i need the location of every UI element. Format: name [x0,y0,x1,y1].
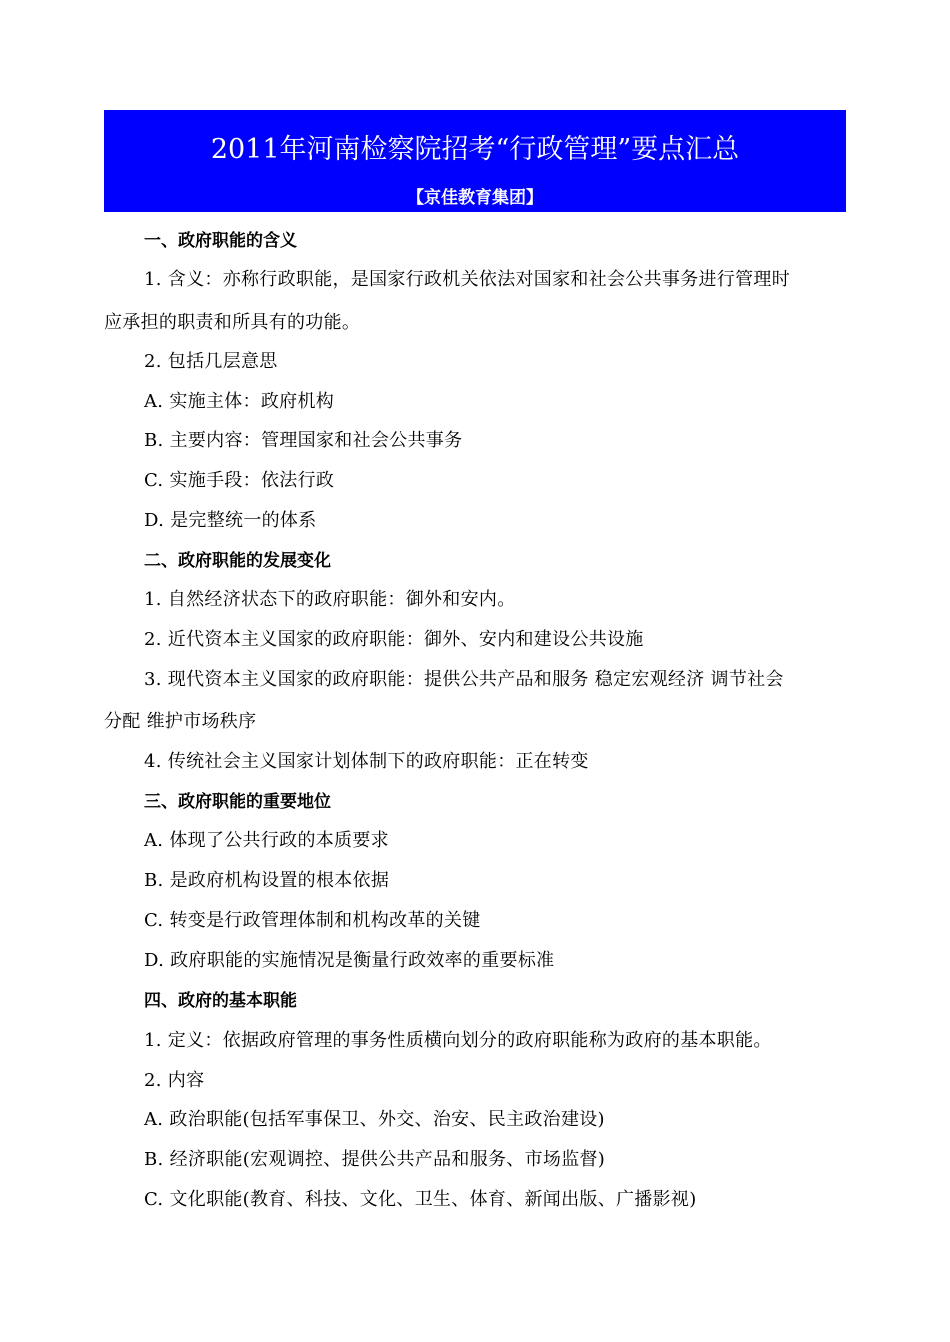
section-heading: 三、政府职能的重要地位 [144,792,331,812]
document-subtitle: 【京佳教育集团】 [407,188,543,208]
paragraph-line: B. 是政府机构设置的根本依据 [144,870,390,891]
section-heading: 二、政府职能的发展变化 [144,551,331,571]
paragraph-line: 4. 传统社会主义国家计划体制下的政府职能：正在转变 [144,751,589,772]
paragraph-line: 应承担的职责和所具有的功能。 [104,312,361,333]
document-title: 2011年河南检察院招考“行政管理”要点汇总 [210,134,740,165]
paragraph-line: 2. 内容 [144,1070,205,1091]
paragraph-line: D. 是完整统一的体系 [144,510,317,531]
paragraph-line: C. 文化职能(教育、科技、文化、卫生、体育、新闻出版、广播影视) [144,1189,697,1210]
section-heading: 一、政府职能的含义 [144,231,297,251]
paragraph-line: 分配 维护市场秩序 [104,711,257,732]
paragraph-line: 2. 包括几层意思 [144,351,278,372]
paragraph-line: C. 转变是行政管理体制和机构改革的关键 [144,910,481,931]
paragraph-line: B. 主要内容：管理国家和社会公共事务 [144,430,463,451]
paragraph-line: 3. 现代资本主义国家的政府职能：提供公共产品和服务 稳定宏观经济 调节社会 [144,669,784,690]
paragraph-line: 1. 自然经济状态下的政府职能：御外和安内。 [144,589,516,610]
paragraph-line: B. 经济职能(宏观调控、提供公共产品和服务、市场监督) [144,1149,606,1170]
paragraph-line: 1. 定义：依据政府管理的事务性质横向划分的政府职能称为政府的基本职能。 [144,1030,772,1051]
paragraph-line: D. 政府职能的实施情况是衡量行政效率的重要标准 [144,950,555,971]
paragraph-line: A. 体现了公共行政的本质要求 [144,830,389,851]
paragraph-line: A. 实施主体：政府机构 [144,391,335,412]
section-heading: 四、政府的基本职能 [144,991,297,1011]
title-banner [104,110,846,212]
paragraph-line: A. 政治职能(包括军事保卫、外交、治安、民主政治建设) [144,1109,605,1130]
paragraph-line: 1. 含义：亦称行政职能，是国家行政机关依法对国家和社会公共事务进行管理时 [144,269,790,290]
paragraph-line: C. 实施手段：依法行政 [144,470,335,491]
paragraph-line: 2. 近代资本主义国家的政府职能：御外、安内和建设公共设施 [144,629,644,650]
